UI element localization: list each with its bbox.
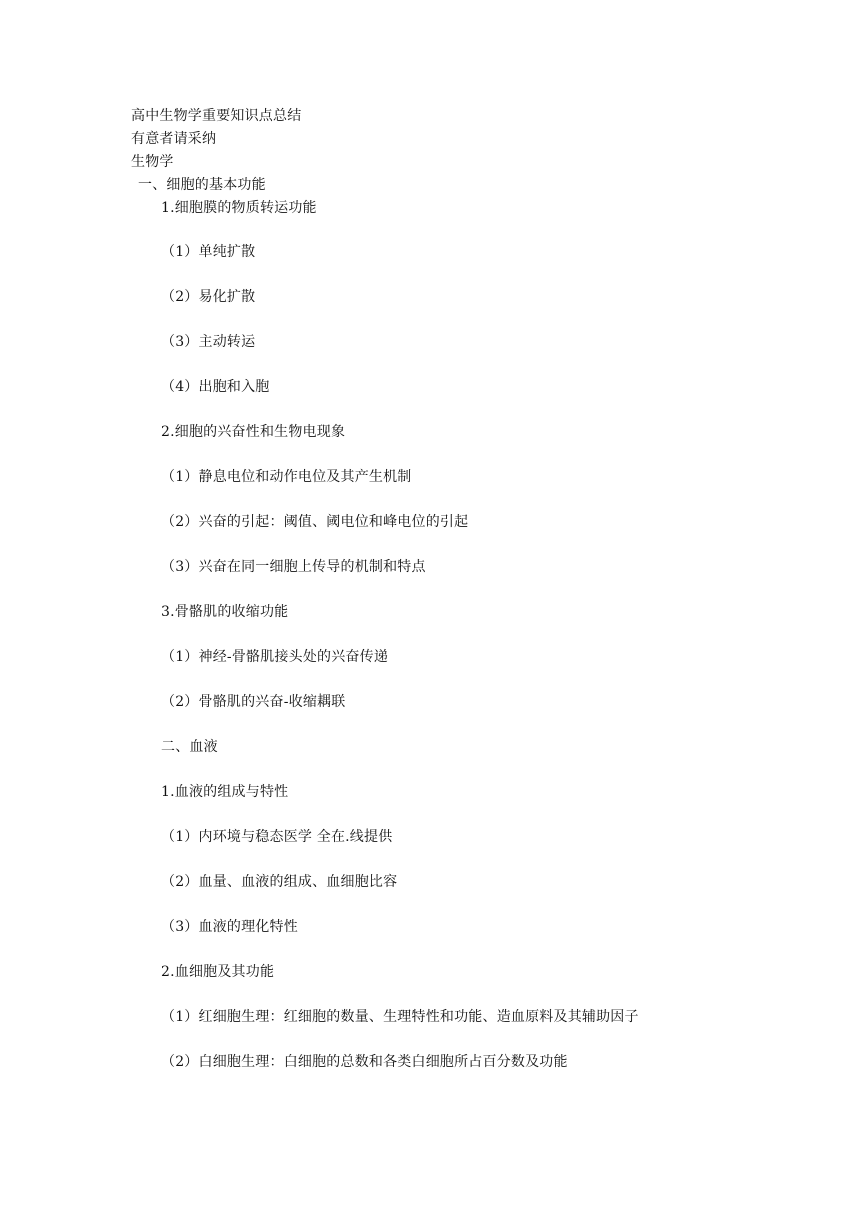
list-item: （2）白细胞生理：白细胞的总数和各类白细胞所占百分数及功能 (161, 1054, 568, 1070)
list-item: （4）出胞和入胞 (161, 379, 270, 395)
list-item: （1）内环境与稳态医学 全在.线提供 (161, 829, 393, 845)
subsection-excitability: 2.细胞的兴奋性和生物电现象 (161, 424, 346, 440)
list-item: （1）静息电位和动作电位及其产生机制 (161, 469, 412, 485)
list-item: （3）兴奋在同一细胞上传导的机制和特点 (161, 559, 426, 575)
section-heading-blood: 二、血液 (161, 739, 218, 755)
list-item: （3）血液的理化特性 (161, 919, 298, 935)
list-item: （2）血量、血液的组成、血细胞比容 (161, 874, 398, 890)
list-item: （3）主动转运 (161, 334, 256, 350)
document-title: 高中生物学重要知识点总结 (131, 108, 302, 124)
list-item: （1）单纯扩散 (161, 244, 256, 260)
subject-label: 生物学 (131, 154, 174, 170)
list-item: （2）骨骼肌的兴奋-收缩耦联 (161, 694, 346, 710)
section-heading-cell-function: 一、细胞的基本功能 (138, 177, 266, 193)
subsection-skeletal-muscle: 3.骨骼肌的收缩功能 (161, 604, 289, 620)
subsection-blood-cells: 2.血细胞及其功能 (161, 964, 275, 980)
list-item: （2）兴奋的引起：阈值、阈电位和峰电位的引起 (161, 514, 469, 530)
subsection-blood-composition: 1.血液的组成与特性 (161, 784, 289, 800)
list-item: （2）易化扩散 (161, 289, 256, 305)
document-note: 有意者请采纳 (131, 131, 217, 147)
subsection-membrane-transport: 1.细胞膜的物质转运功能 (161, 200, 317, 216)
list-item: （1）红细胞生理：红细胞的数量、生理特性和功能、造血原料及其辅助因子 (161, 1009, 639, 1025)
list-item: （1）神经-骨骼肌接头处的兴奋传递 (161, 649, 389, 665)
